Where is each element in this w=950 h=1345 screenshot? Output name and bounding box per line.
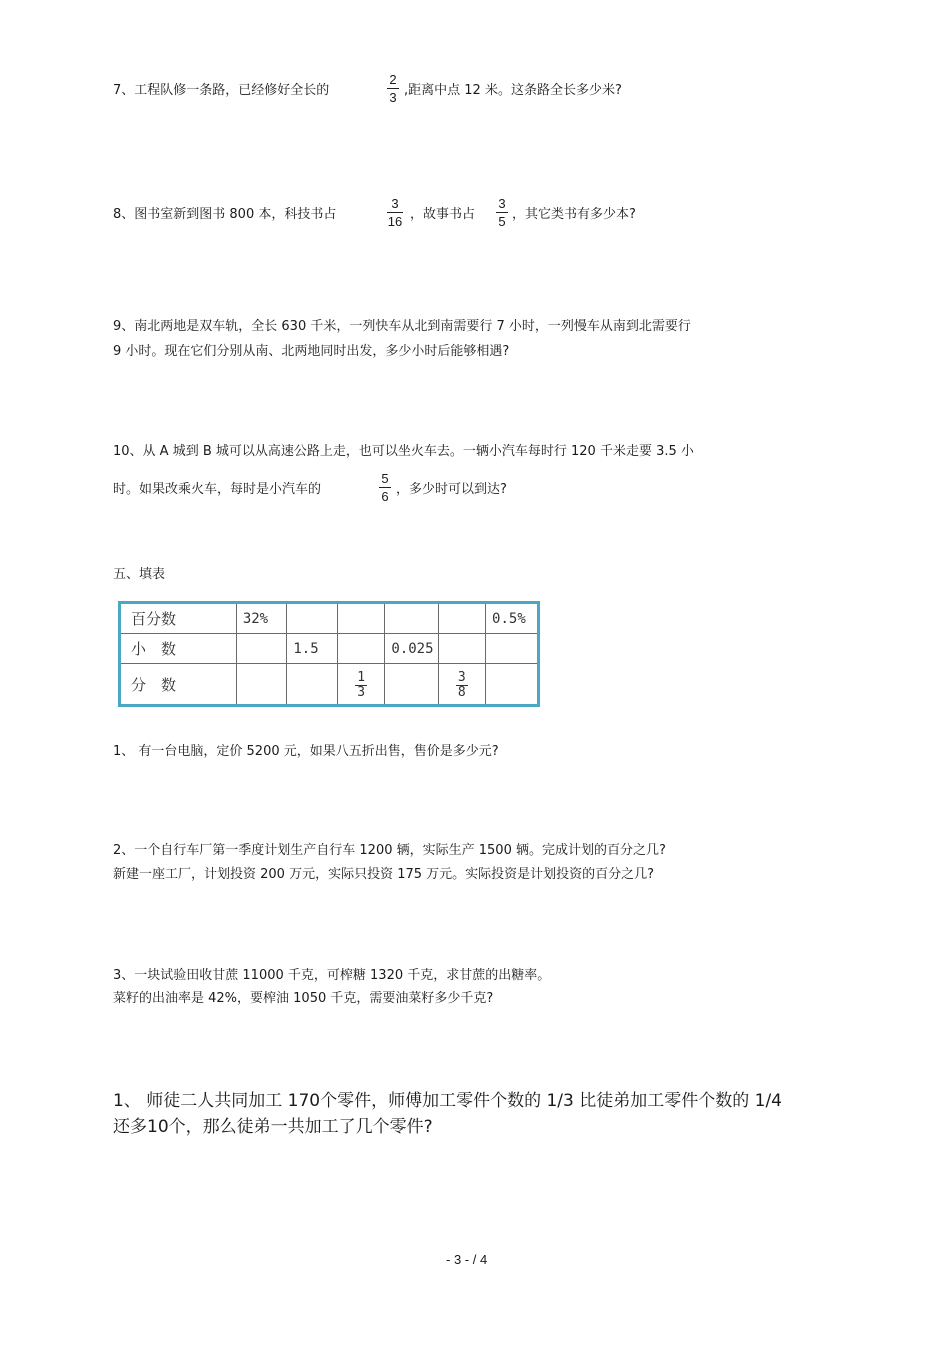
q8-fraction-2	[496, 196, 508, 229]
problem-4-line-2: 还多10个，那么徒弟一共加工了几个零件?	[113, 1117, 433, 1137]
fill-table-grid	[118, 601, 540, 707]
cell-frac-denominator: 3	[357, 684, 366, 700]
table-cell	[438, 603, 485, 634]
q7-frac-denominator: 3	[389, 90, 397, 105]
cell-frac-numerator: 1	[357, 669, 366, 685]
q10-frac-numerator: 5	[381, 471, 389, 486]
table-cell	[385, 603, 438, 634]
q9-line-1: 9、南北两地是双车轨，全长 630 千米，一列快车从北到南需要行 7 小时，一列慢车从南到北需要行	[113, 319, 691, 334]
table-row-decimal	[120, 634, 539, 664]
cell-frac-denominator: 8	[457, 684, 466, 700]
table-cell	[236, 634, 287, 664]
table-cell: 1.5	[287, 634, 338, 664]
table-cell	[236, 664, 287, 706]
cell-frac-numerator: 3	[457, 669, 466, 685]
q7-frac-numerator: 2	[389, 72, 397, 87]
table-cell	[287, 664, 338, 706]
table-cell	[287, 603, 338, 634]
problem-4-line-1: 1、 师徒二人共同加工 170个零件，师傅加工零件个数的 1/3 比徒弟加工零件个数的 1/4	[113, 1091, 782, 1111]
table-cell	[486, 664, 539, 706]
row-label-percent: 百分数	[120, 603, 237, 634]
section-title-fill-table: 五、填表	[113, 567, 166, 582]
table-cell: 32%	[236, 603, 287, 634]
q8-text-after: ，其它类书有多少本?	[512, 207, 636, 222]
table-cell	[385, 664, 438, 706]
q8-fraction-1	[387, 196, 403, 229]
problem-2-line-2: 新建一座工厂，计划投资 200 万元，实际只投资 175 万元。实际投资是计划投资的百分之几?	[113, 867, 655, 882]
q7-fraction	[387, 72, 399, 105]
q10-fraction	[379, 471, 391, 504]
q8-frac2-numerator: 3	[498, 196, 506, 211]
q10-line-2-after: ，多少时可以到达?	[396, 482, 507, 497]
row-label-fraction: 分 数	[120, 664, 237, 706]
table-cell	[337, 634, 384, 664]
q10-line-1: 10、从 A 城到 B 城可以从高速公路上走，也可以坐火车去。一辆小汽车每时行 120 千米走要 3.5 小	[113, 444, 694, 459]
table-row-percent	[120, 603, 539, 634]
table-cell-fraction	[337, 664, 384, 706]
page-number: - 3 - / 4	[446, 1252, 488, 1267]
problem-3-line-2: 菜籽的出油率是 42%，要榨油 1050 千克，需要油菜籽多少千克?	[113, 991, 494, 1006]
problem-1-text: 1、 有一台电脑，定价 5200 元，如果八五折出售，售价是多少元?	[113, 744, 499, 759]
table-cell	[337, 603, 384, 634]
problem-3-line-1: 3、一块试验田收甘蔗 11000 千克，可榨糖 1320 千克，求甘蔗的出糖率。	[113, 968, 551, 983]
table-cell	[438, 634, 485, 664]
row-label-decimal: 小 数	[120, 634, 237, 664]
table-row-fraction	[120, 664, 539, 706]
table-cell: 0.5%	[486, 603, 539, 634]
q7-text-before: 7、工程队修一条路，已经修好全长的	[113, 83, 330, 98]
q8-frac1-denominator: 16	[387, 214, 403, 229]
q10-frac-denominator: 6	[381, 489, 389, 504]
problem-2-line-1: 2、一个自行车厂第一季度计划生产自行车 1200 辆，实际生产 1500 辆。完成计划的百分之几?	[113, 843, 666, 858]
q8-text-middle: ，故事书占	[410, 207, 476, 222]
q7-text-after: ,距离中点 12 米。这条路全长多少米?	[404, 83, 622, 98]
q8-frac1-numerator: 3	[391, 196, 399, 211]
q9-line-2: 9 小时。现在它们分别从南、北两地同时出发，多少小时后能够相遇?	[113, 344, 510, 359]
q8-frac2-denominator: 5	[498, 214, 506, 229]
table-cell: 0.025	[385, 634, 438, 664]
table-cell	[486, 634, 539, 664]
q8-text-before: 8、图书室新到图书 800 本，科技书占	[113, 207, 337, 222]
table-cell-fraction	[438, 664, 485, 706]
q10-line-2-before: 时。如果改乘火车，每时是小汽车的	[113, 482, 322, 497]
fill-in-table	[113, 596, 540, 704]
